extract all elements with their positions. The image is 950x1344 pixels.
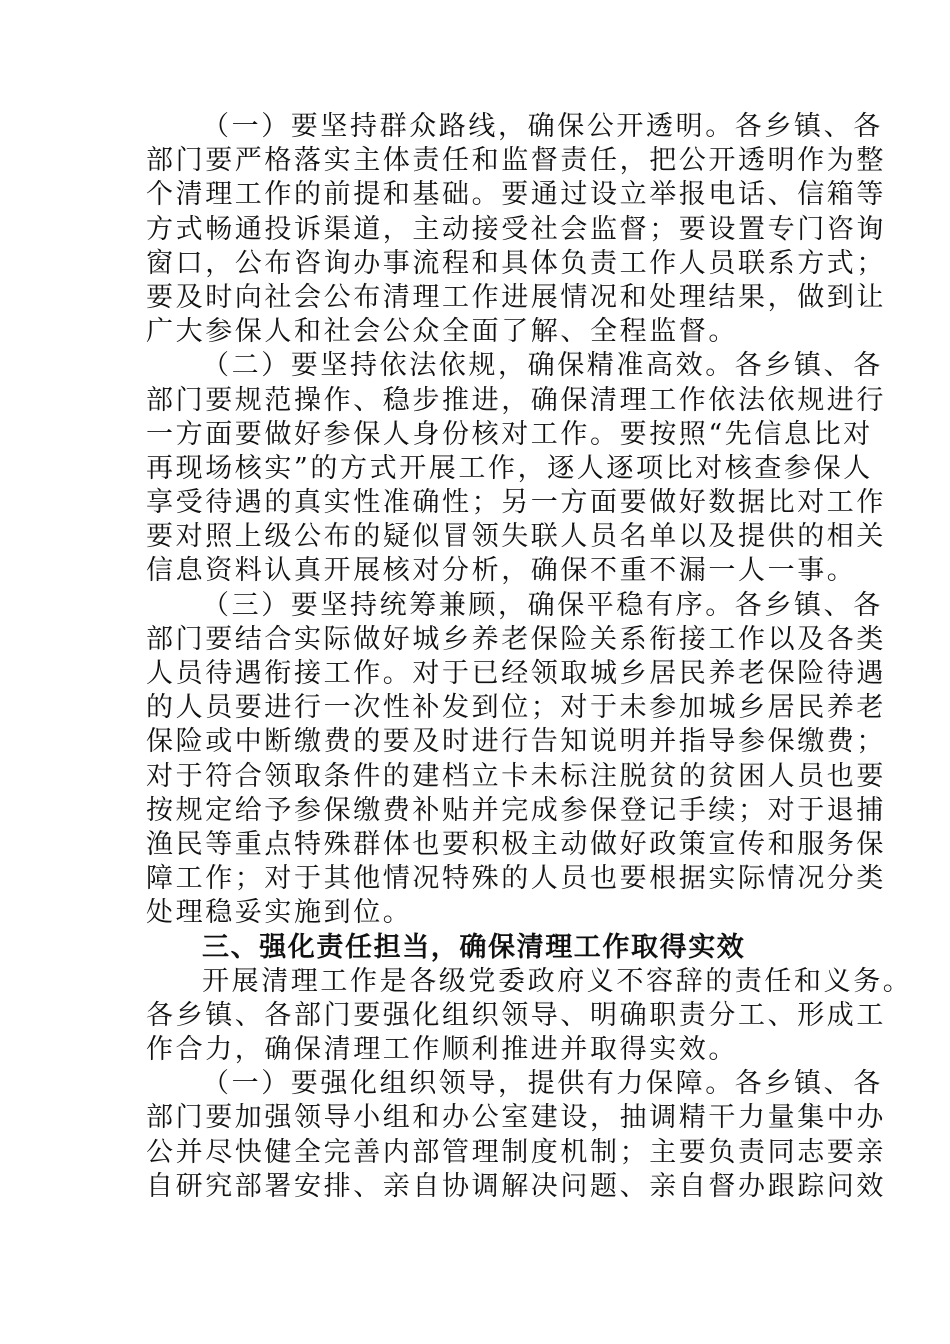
text-line: 各乡镇、各部门要强化组织领导、明确职责分工、形成工 — [146, 999, 886, 1031]
text-line: 方式畅通投诉渠道，主动接受社会监督；要设置专门咨询 — [146, 213, 886, 245]
text-line: （二）要坚持依法依规，确保精准高效。各乡镇、各 — [202, 350, 883, 382]
text-line: 要及时向社会公布清理工作进展情况和处理结果，做到让 — [146, 281, 886, 313]
text-line: 广大参保人和社会公众全面了解、全程监督。 — [146, 316, 738, 348]
text-line: 再现场核实”的方式开展工作，逐人逐项比对核查参保人 — [146, 452, 873, 484]
text-line: 窗口，公布咨询办事流程和具体负责工作人员联系方式； — [146, 247, 886, 279]
text-line: 作合力，确保清理工作顺利推进并取得实效。 — [146, 1034, 738, 1066]
paragraph-1 — [146, 110, 886, 349]
section-heading-text: 三、强化责任担当，确保清理工作取得实效 — [202, 931, 746, 963]
text-line: 信息资料认真开展核对分析，确保不重不漏一人一事。 — [146, 555, 857, 587]
text-line: （一）要强化组织领导，提供有力保障。各乡镇、各 — [202, 1068, 883, 1100]
document-page — [146, 110, 913, 1204]
paragraph-5 — [146, 1067, 886, 1204]
text-line: 人员待遇衔接工作。对于已经领取城乡居民养老保险待遇 — [146, 658, 886, 689]
text-line: 部门要严格落实主体责任和监督责任，把公开透明作为整 — [146, 145, 886, 177]
text-line: 对于符合领取条件的建档立卡未标注脱贫的贫困人员也要 — [146, 760, 886, 792]
text-line: 部门要结合实际做好城乡养老保险关系衔接工作以及各类 — [146, 623, 886, 655]
text-line: 的人员要进行一次性补发到位；对于未参加城乡居民养老 — [146, 692, 886, 724]
text-line: 按规定给予参保缴费补贴并完成参保登记手续；对于退捕 — [146, 794, 886, 826]
text-line: 保险或中断缴费的要及时进行告知说明并指导参保缴费； — [146, 726, 886, 758]
paragraph-2 — [146, 349, 886, 588]
text-line: 部门要规范操作、稳步推进，确保清理工作依法依规进行 — [146, 384, 886, 416]
text-line: 公并尽快健全完善内部管理制度机制；主要负责同志要亲 — [146, 1136, 886, 1168]
section-heading — [146, 931, 808, 965]
text-line: 部门要加强领导小组和办公室建设，抽调精干力量集中办 — [146, 1102, 886, 1134]
text-line: 个清理工作的前提和基础。要通过设立举报电话、信箱等 — [146, 179, 886, 211]
paragraph-4 — [146, 965, 913, 1068]
paragraph-3 — [146, 589, 886, 931]
text-line: 自研究部署安排、亲自协调解决问题、亲自督办跟踪问效 — [146, 1170, 886, 1202]
text-line: 处理稳妥实施到位。 — [146, 897, 413, 929]
text-line: 渔民等重点特殊群体也要积极主动做好政策宣传和服务保 — [146, 828, 886, 860]
text-line: 要对照上级公布的疑似冒领失联人员名单以及提供的相关 — [146, 521, 886, 553]
text-line: 开展清理工作是各级党委政府义不容辞的责任和义务。 — [202, 965, 913, 997]
text-line: （三）要坚持统筹兼顾，确保平稳有序。各乡镇、各 — [202, 589, 883, 621]
text-line: 一方面要做好参保人身份核对工作。要按照“先信息比对 — [146, 418, 873, 450]
text-line: 障工作；对于其他情况特殊的人员也要根据实际情况分类 — [146, 863, 886, 895]
text-line: （一）要坚持群众路线，确保公开透明。各乡镇、各 — [202, 111, 883, 142]
text-line: 享受待遇的真实性准确性；另一方面要做好数据比对工作 — [146, 487, 886, 519]
